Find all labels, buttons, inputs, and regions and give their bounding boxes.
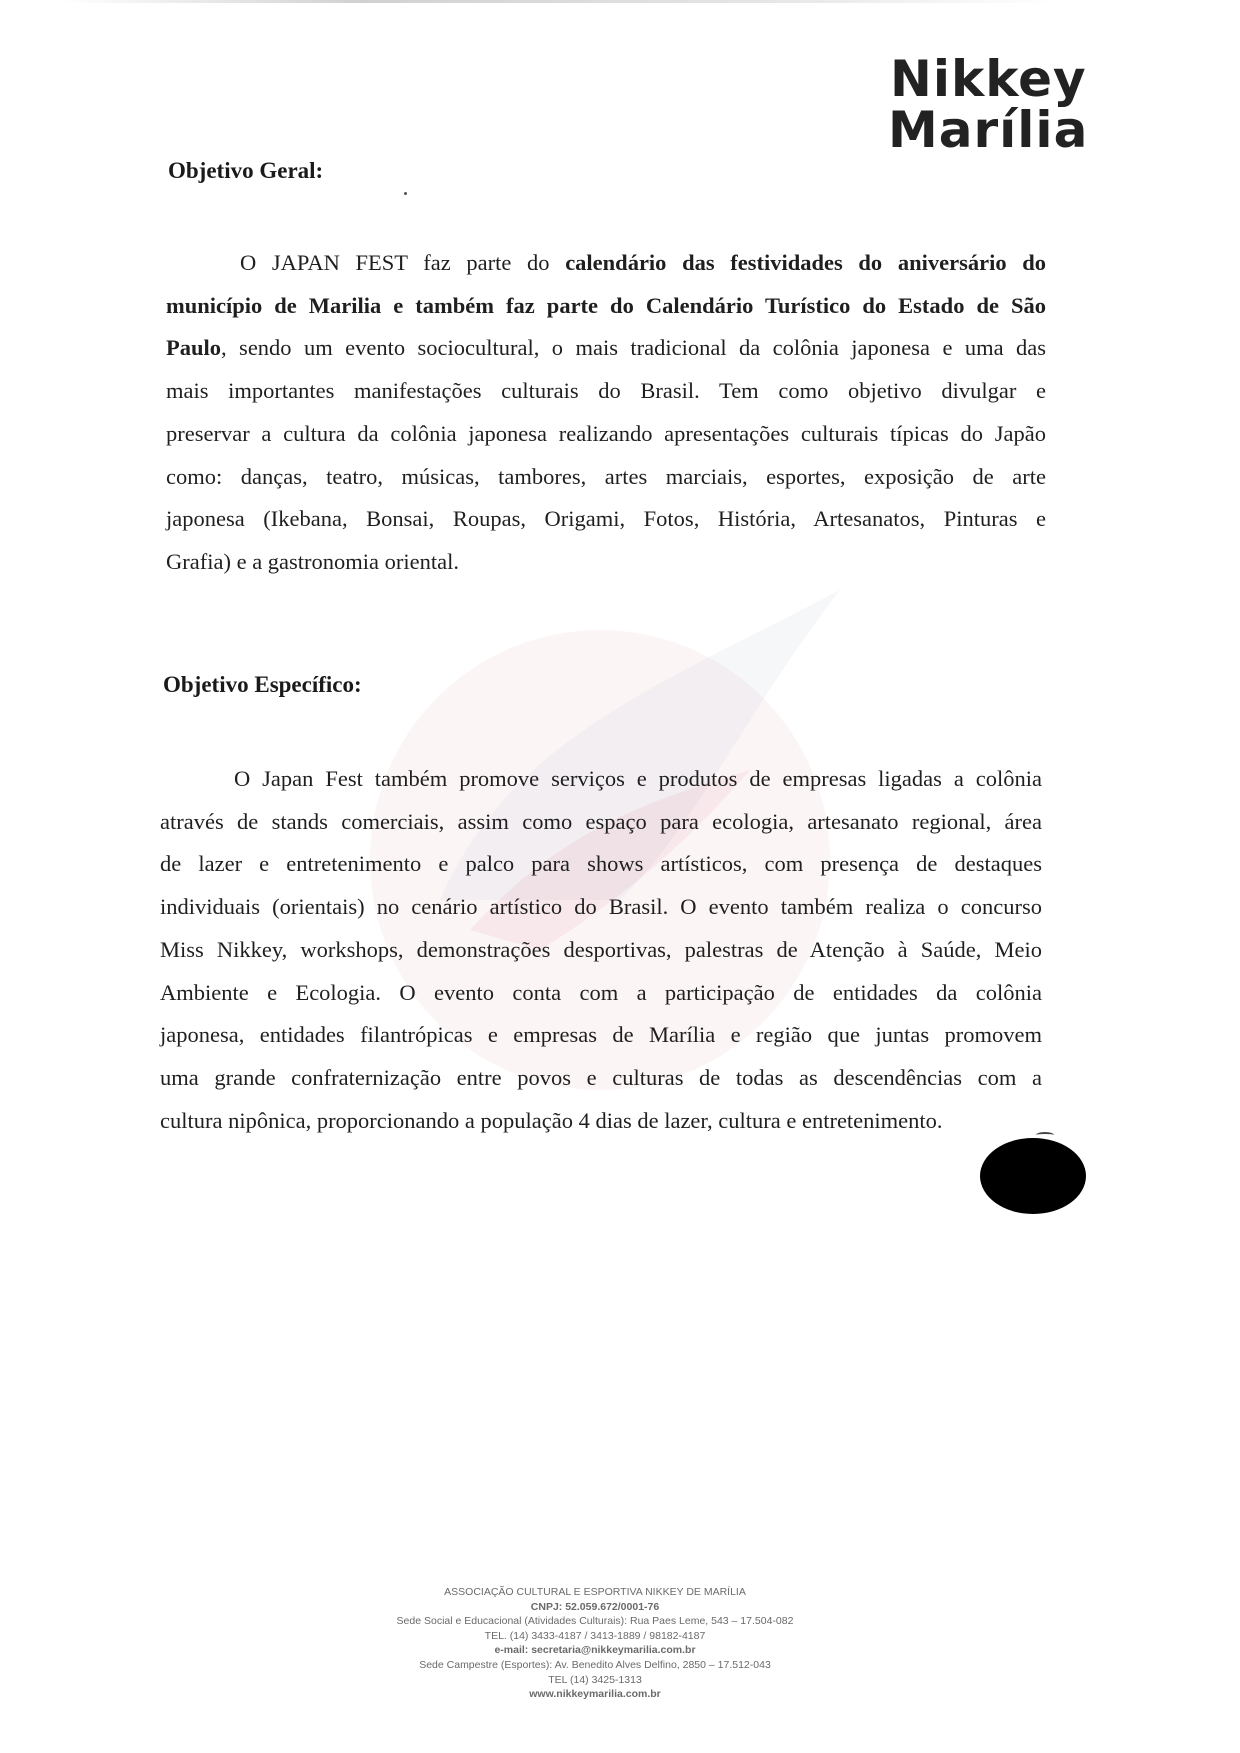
letterhead-footer	[330, 1585, 860, 1702]
text-run: mais importantes manifestações culturais do Brasil. Tem como objetivo divulgar e	[166, 378, 1046, 404]
heading-objetivo-geral: Objetivo Geral:	[168, 158, 324, 183]
paragraph-line	[160, 758, 1042, 801]
paragraph-line	[166, 327, 1046, 370]
paragraph-line	[166, 456, 1046, 499]
paragraph-line	[160, 929, 1042, 972]
paragraph-objetivo-especifico	[160, 758, 1042, 1142]
nikkey-marilia-logo	[888, 50, 1128, 159]
bold-text-run: município de Marilia e também faz parte do Calendário Turístico do Estado de São	[166, 292, 1046, 318]
paragraph-line	[160, 1057, 1042, 1100]
paragraph-line	[160, 972, 1042, 1015]
text-run: individuais (orientais) no cenário artístico do Brasil. O evento também realiza o concurso	[160, 894, 1042, 920]
text-run: preservar a cultura da colônia japonesa realizando apresentações culturais típicas do Japão	[166, 420, 1046, 446]
footer-org-name: ASSOCIAÇÃO CULTURAL E ESPORTIVA NIKKEY DE MARÍLIA	[444, 1586, 746, 1598]
text-run: de lazer e entretenimento e palco para shows artísticos, com presença de destaques	[160, 851, 1042, 877]
paragraph-line	[160, 1100, 1042, 1143]
text-run: como: danças, teatro, músicas, tambores, artes marciais, esportes, exposição de arte	[166, 463, 1046, 489]
text-run: , sendo um evento sociocultural, o mais tradicional da colônia japonesa e uma das	[221, 335, 1046, 361]
stray-pen-mark	[1036, 1132, 1054, 1138]
text-run: cultura nipônica, proporcionando a população 4 dias de lazer, cultura e entretenimento.	[160, 1107, 943, 1133]
paragraph-line	[166, 285, 1046, 328]
text-run: O JAPAN FEST faz parte do	[240, 250, 566, 275]
footer-cnpj: CNPJ: 52.059.672/0001-76	[530, 1600, 660, 1613]
text-run: Miss Nikkey, workshops, demonstrações desportivas, palestras de Atenção à Saúde, Meio	[160, 936, 1042, 962]
paragraph-line	[160, 801, 1042, 844]
paragraph-line	[166, 498, 1046, 541]
text-run: Grafia) e a gastronomia oriental.	[166, 548, 459, 574]
paragraph-line	[160, 886, 1042, 929]
speck-mark	[404, 192, 407, 195]
text-run: Ambiente e Ecologia. O evento conta com a participação de entidades da colônia	[160, 979, 1042, 1005]
text-run: através de stands comerciais, assim como espaço para ecologia, artesanato regional, área	[160, 808, 1042, 834]
text-run: japonesa, entidades filantrópicas e empresas de Marília e região que juntas promovem	[160, 1022, 1042, 1048]
paragraph-line	[166, 242, 1046, 285]
footer-sede-campestre: Sede Campestre (Esportes): Av. Benedito Alves Delfino, 2850 – 17.512-043	[419, 1658, 771, 1671]
paragraph-line	[160, 843, 1042, 886]
footer-email: e-mail: secretaria@nikkeymarilia.com.br	[494, 1644, 696, 1657]
bold-text-run: calendário das festividades do aniversário do	[565, 250, 1046, 275]
paragraph-line	[166, 541, 1046, 584]
paragraph-line	[166, 370, 1046, 413]
footer-telephone-1: TEL. (14) 3433-4187 / 3413-1889 / 98182-4187	[484, 1629, 706, 1642]
scan-edge-shadow	[60, 0, 1060, 3]
text-run: O Japan Fest também promove serviços e produtos de empresas ligadas a colônia	[234, 766, 1042, 791]
bold-text-run: Paulo	[166, 335, 222, 361]
paragraph-objetivo-geral	[166, 242, 1046, 584]
text-run: uma grande confraternização entre povos e culturas de todas as descendências com a	[160, 1064, 1042, 1090]
redaction-blot	[980, 1138, 1086, 1214]
logo-line-1: Nikkey	[890, 50, 1087, 108]
heading-objetivo-especifico: Objetivo Específico:	[163, 672, 362, 697]
paragraph-line	[166, 413, 1046, 456]
logo-line-2: Marília	[888, 101, 1089, 159]
paragraph-line	[160, 1014, 1042, 1057]
footer-website: www.nikkeymarilia.com.br	[529, 1688, 661, 1701]
footer-sede-social: Sede Social e Educacional (Atividades Culturais): Rua Paes Leme, 543 – 17.504-082	[396, 1615, 794, 1628]
text-run: japonesa (Ikebana, Bonsai, Roupas, Origami, Fotos, História, Artesanatos, Pinturas e	[166, 506, 1046, 532]
footer-telephone-2: TEL (14) 3425-1313	[548, 1673, 642, 1686]
